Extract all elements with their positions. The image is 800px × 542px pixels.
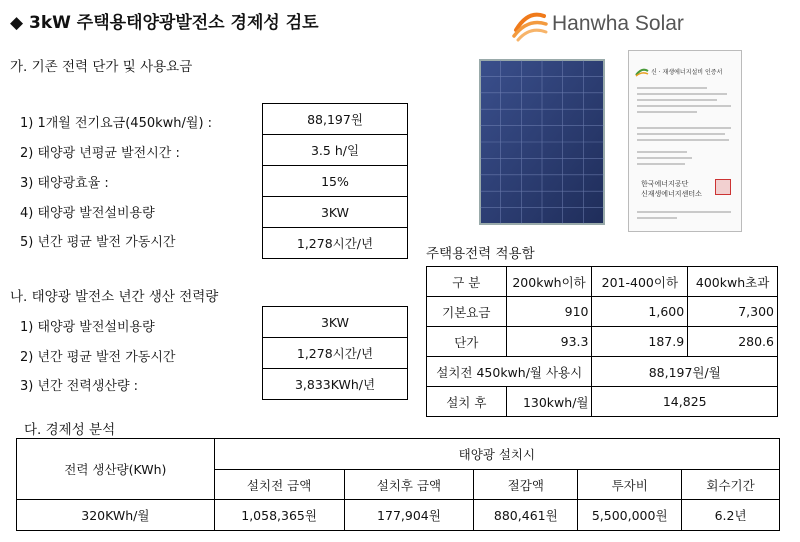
rate-table bbox=[426, 266, 778, 417]
certificate-seal-icon bbox=[715, 179, 731, 195]
section-b-heading: 나. 태양광 발전소 년간 생산 전력량 bbox=[10, 289, 219, 305]
section-a-label-1: 1) 1개월 전기요금(450kwh/월) : bbox=[20, 116, 213, 131]
econ-subheader: 투자비 bbox=[578, 470, 682, 500]
page-title bbox=[10, 8, 319, 33]
econ-header-group: 태양광 설치시 bbox=[214, 439, 779, 470]
econ-cell-payback: 6.2년 bbox=[682, 500, 780, 531]
econ-cell-production: 320KWh/월 bbox=[17, 500, 215, 531]
section-a-value-2: 3.5 h/일 bbox=[263, 135, 408, 166]
section-a-label-4: 4) 태양광 발전설비용량 bbox=[20, 206, 155, 221]
section-a-label-3: 3) 태양광효율 : bbox=[20, 176, 109, 191]
certificate-text-line bbox=[637, 105, 731, 107]
rate-row-label: 기본요금 bbox=[427, 297, 507, 327]
rate-header-category: 구 분 bbox=[427, 267, 507, 297]
section-b-label-3: 3) 년간 전력생산량 : bbox=[20, 379, 139, 394]
section-a-value-5: 1,278시간/년 bbox=[263, 228, 408, 259]
section-a-value-4: 3KW bbox=[263, 197, 408, 228]
certificate-text-line bbox=[637, 127, 731, 129]
rate-cell: 910 bbox=[506, 297, 592, 327]
certificate-text-line bbox=[637, 211, 731, 213]
econ-header-production: 전력 생산량(KWh) bbox=[17, 439, 215, 500]
table-row bbox=[427, 297, 778, 327]
rate-after-label: 설치 후 bbox=[427, 387, 507, 417]
section-a-value-1: 88,197원 bbox=[263, 104, 408, 135]
certificate-text-line bbox=[637, 157, 692, 159]
section-a-label-5: 5) 년간 평균 발전 가동시간 bbox=[20, 235, 176, 250]
page-title-text: 3kW 주택용태양광발전소 경제성 검토 bbox=[29, 13, 319, 33]
rate-header-tier-3: 400kwh초과 bbox=[688, 267, 778, 297]
section-b-value-3: 3,833KWh/년 bbox=[263, 369, 408, 400]
section-a-value-table bbox=[262, 103, 408, 259]
economic-analysis-table bbox=[16, 438, 780, 531]
econ-subheader: 설치후 금액 bbox=[344, 470, 474, 500]
rate-cell: 93.3 bbox=[506, 327, 592, 357]
rate-before-label: 설치전 450kwh/월 사용시 bbox=[427, 357, 592, 387]
certificate-text-line bbox=[637, 111, 697, 113]
brand-name: Hanwha Solar bbox=[552, 12, 684, 35]
certificate-issuer-1: 한국에너지공단 bbox=[641, 180, 689, 188]
rate-cell: 1,600 bbox=[592, 297, 688, 327]
rate-after-usage: 130kwh/월 bbox=[506, 387, 592, 417]
econ-subheader: 절감액 bbox=[474, 470, 578, 500]
section-a-label-2: 2) 태양광 년평균 발전시간 : bbox=[20, 146, 180, 161]
certificate-text-line bbox=[637, 87, 707, 89]
certificate-text-line bbox=[637, 151, 687, 153]
econ-cell-investment: 5,500,000원 bbox=[578, 500, 682, 531]
section-a-heading: 가. 기존 전력 단가 및 사용요금 bbox=[10, 59, 193, 75]
rate-row-label: 단가 bbox=[427, 327, 507, 357]
section-a-value-3: 15% bbox=[263, 166, 408, 197]
section-b-label-2: 2) 년간 평균 발전 가동시간 bbox=[20, 350, 176, 365]
econ-subheader: 회수기간 bbox=[682, 470, 780, 500]
certificate-text-line bbox=[637, 93, 727, 95]
rate-header-tier-2: 201-400이하 bbox=[592, 267, 688, 297]
hanwha-logo bbox=[510, 6, 700, 42]
section-b-value-2: 1,278시간/년 bbox=[263, 338, 408, 369]
section-b-label-1: 1) 태양광 발전설비용량 bbox=[20, 320, 155, 335]
certificate-text-line bbox=[637, 133, 725, 135]
certificate-image bbox=[628, 50, 742, 232]
econ-subheader: 설치전 금액 bbox=[214, 470, 344, 500]
certificate-title: 신 · 재생에너지설비 인증서 bbox=[651, 69, 723, 76]
rate-cell: 280.6 bbox=[688, 327, 778, 357]
rate-header-tier-1: 200kwh이하 bbox=[506, 267, 592, 297]
table-row bbox=[427, 357, 778, 387]
certificate-text-line bbox=[637, 139, 729, 141]
section-c-heading: 다. 경제성 분석 bbox=[24, 422, 116, 438]
diamond-bullet-icon: ◆ bbox=[10, 13, 24, 33]
section-b-value-1: 3KW bbox=[263, 307, 408, 338]
econ-cell-before: 1,058,365원 bbox=[214, 500, 344, 531]
certificate-text-line bbox=[637, 217, 677, 219]
solar-panel-image bbox=[478, 58, 608, 228]
econ-cell-savings: 880,461원 bbox=[474, 500, 578, 531]
rate-before-value: 88,197원/월 bbox=[592, 357, 778, 387]
rate-cell: 7,300 bbox=[688, 297, 778, 327]
table-row bbox=[17, 500, 780, 531]
table-row bbox=[427, 327, 778, 357]
hanwha-logo-icon bbox=[510, 6, 550, 42]
certificate-text-line bbox=[637, 99, 717, 101]
rate-cell: 187.9 bbox=[592, 327, 688, 357]
rate-table-caption: 주택용전력 적용함 bbox=[426, 246, 535, 262]
certificate-text-line bbox=[637, 163, 685, 165]
rate-after-value: 14,825 bbox=[592, 387, 778, 417]
certificate-emblem-icon bbox=[635, 67, 649, 77]
table-row bbox=[427, 387, 778, 417]
section-b-value-table bbox=[262, 306, 408, 400]
econ-cell-after: 177,904원 bbox=[344, 500, 474, 531]
certificate-issuer-2: 신재생에너지센터소 bbox=[641, 190, 702, 198]
rate-table-header-row bbox=[427, 267, 778, 297]
